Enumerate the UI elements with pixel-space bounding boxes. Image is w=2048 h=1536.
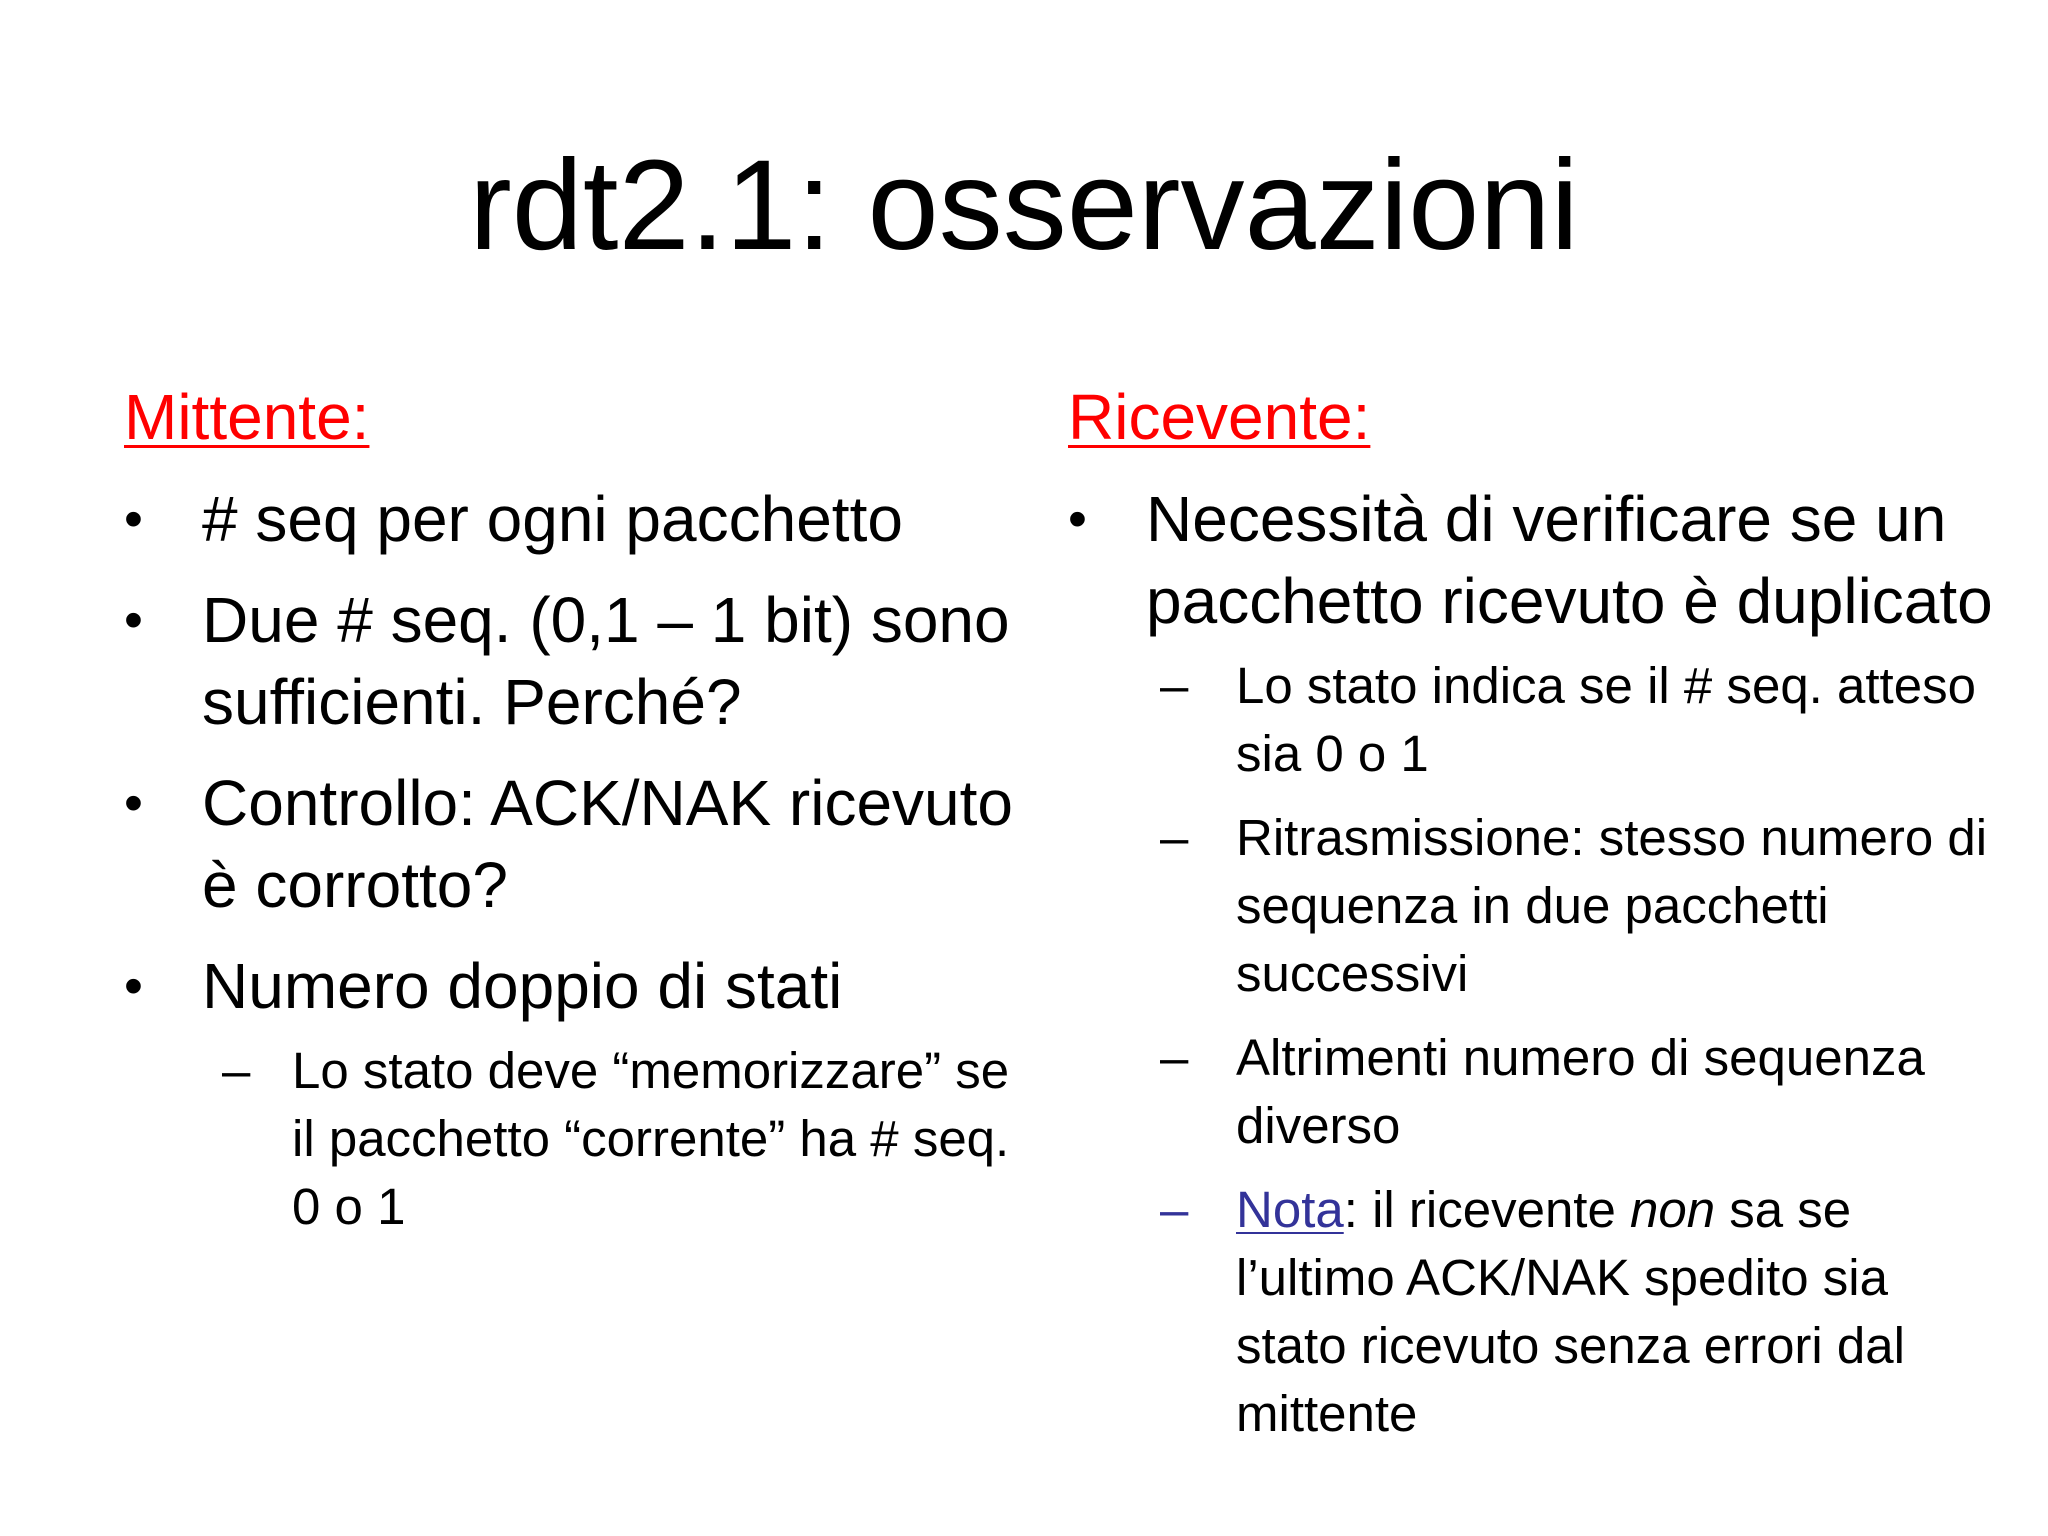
list-item-text: Controllo: ACK/NAK ricevuto è corrotto? [202, 767, 1013, 921]
sub-list-item-text: Lo stato deve “memorizzare” se il pacchetto “corrente” ha # seq. 0 o 1 [292, 1042, 1010, 1235]
bullet-icon: • [124, 489, 143, 549]
note-post: sa se l’ultimo ACK/NAK spedito sia stato ricevuto senza errori dal mittente [1236, 1181, 1905, 1442]
bullet-icon: • [124, 956, 143, 1016]
sub-list-item [1068, 804, 1998, 1008]
list-item-text: Necessità di verificare se un pacchetto ricevuto è duplicato [1146, 483, 1993, 637]
sub-list-item-text: Altrimenti numero di sequenza diverso [1236, 1029, 1925, 1154]
sub-list-item [1068, 652, 1998, 788]
sub-list-item-text: Lo stato indica se il # seq. atteso sia 0 o 1 [1236, 657, 1976, 782]
sub-list [124, 1037, 1024, 1241]
bullet-icon: • [124, 590, 143, 650]
note-pre: : il ricevente [1343, 1181, 1631, 1238]
bullet-icon: • [124, 773, 143, 833]
sender-bullet-list [124, 478, 1024, 1241]
sub-list-item-text: Ritrasmissione: stesso numero di sequenza in due pacchetti successivi [1236, 809, 1988, 1002]
bullet-icon: • [1068, 489, 1087, 549]
list-item-text: Numero doppio di stati [202, 950, 843, 1022]
sub-list-item [1068, 1024, 1998, 1160]
note-link[interactable]: Nota [1236, 1181, 1344, 1238]
sub-list-item [124, 1037, 1024, 1241]
list-item [124, 478, 1024, 560]
list-item [124, 945, 1024, 1241]
list-item [124, 762, 1024, 926]
dash-icon: – [222, 1042, 251, 1099]
list-item-text: # seq per ogni pacchetto [202, 483, 903, 555]
note-text [1236, 1181, 1905, 1442]
list-item-text: Due # seq. (0,1 – 1 bit) sono sufficienti. Perché? [202, 584, 1010, 738]
sub-list [1068, 652, 1998, 1448]
list-item [1068, 478, 1998, 1448]
receiver-column [1068, 378, 1998, 1467]
dash-icon: – [1160, 809, 1189, 866]
dash-icon: – [1160, 657, 1189, 714]
list-item [124, 579, 1024, 743]
sender-heading: Mittente: [124, 381, 370, 453]
slide-title: rdt2.1: osservazioni [469, 134, 1579, 277]
note-emphasis: non [1630, 1181, 1716, 1238]
receiver-bullet-list [1068, 478, 1998, 1448]
dash-icon: – [1160, 1181, 1189, 1238]
sender-column [124, 378, 1024, 1260]
receiver-heading: Ricevente: [1068, 381, 1371, 453]
dash-icon: – [1160, 1029, 1189, 1086]
note-item [1068, 1176, 1998, 1448]
